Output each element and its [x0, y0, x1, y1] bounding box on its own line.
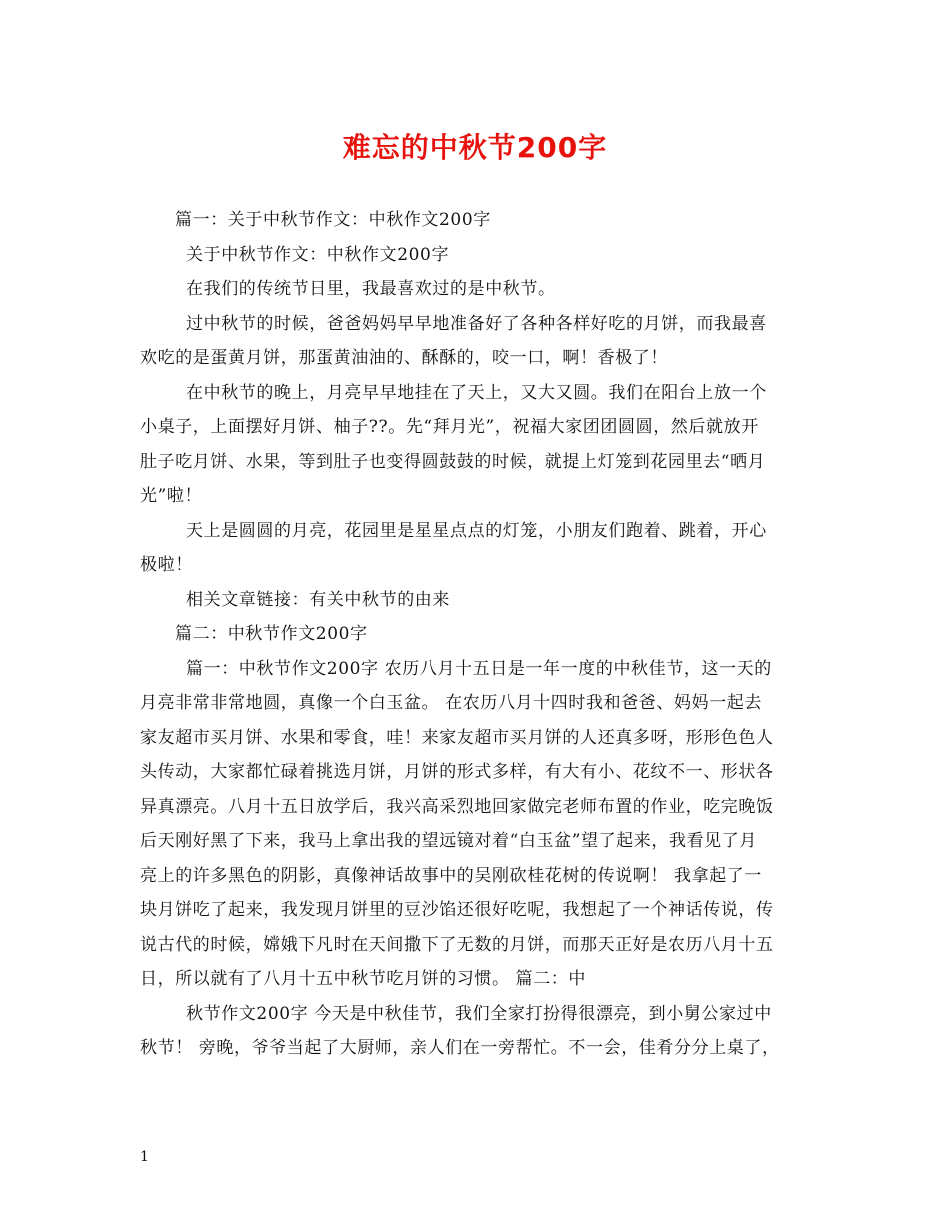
body-line: 篇二：中秋节作文200字	[175, 624, 368, 644]
body-line: 篇一：中秋节作文200字 农历八月十五日是一年一度的中秋佳节，这一天的	[186, 658, 772, 679]
body-line: 在我们的传统节日里，我最喜欢过的是中秋节。	[186, 279, 556, 299]
body-line: 肚子吃月饼、水果，等到肚子也变得圆鼓鼓的时候，就提上灯笼到花园里去“晒月	[140, 451, 766, 472]
body-line: 块月饼吃了起来，我发现月饼里的豆沙馅还很好吃呢，我想起了一个神话传说，传	[140, 900, 774, 920]
body-line: 后天刚好黑了下来，我马上拿出我的望远镜对着“白玉盆”望了起来，我看见了月	[140, 831, 757, 851]
body-line: 亮上的许多黑色的阴影，真像神话故事中的吴刚砍桂花树的传说啊！ 我拿起了一	[140, 865, 763, 886]
body-line: 秋节作文200字 今天是中秋佳节，我们全家打扮得很漂亮，到小舅公家过中	[186, 1003, 772, 1024]
body-line: 欢吃的是蛋黄月饼，那蛋黄油油的、酥酥的，咬一口，啊！香极了！	[140, 348, 668, 368]
body-line: 家友超市买月饼、水果和零食，哇！来家友超市买月饼的人还真多呀，形形色色人	[140, 727, 774, 748]
document-body	[140, 203, 815, 1066]
body-line: 日，所以就有了八月十五中秋节吃月饼的习惯。 篇二：中	[140, 969, 587, 989]
body-line: 在中秋节的晚上，月亮早早地挂在了天上，又大又圆。我们在阳台上放一个	[186, 382, 767, 403]
page-number: 1	[140, 1149, 149, 1165]
body-line: 头传动，大家都忙碌着挑选月饼，月饼的形式多样，有大有小、花纹不一、形状各	[140, 762, 774, 782]
body-line: 天上是圆圆的月亮，花园里是星星点点的灯笼，小朋友们跑着、跳着，开心	[186, 520, 767, 541]
body-line: 小桌子，上面摆好月饼、柚子??。先“拜月光”，祝福大家团团圆圆，然后就放开	[140, 417, 759, 437]
body-line: 相关文章链接：有关中秋节的由来	[186, 589, 450, 610]
body-line: 过中秋节的时候，爸爸妈妈早早地准备好了各种各样好吃的月饼，而我最喜	[186, 313, 767, 334]
body-line: 极啦！	[140, 555, 193, 575]
body-line: 光”啦！	[140, 486, 203, 506]
body-line: 说古代的时候，嫦娥下凡时在天间撒下了无数的月饼，而那天正好是农历八月十五	[140, 934, 774, 955]
body-line: 关于中秋节作文：中秋作文200字	[186, 244, 450, 265]
body-line: 月亮非常非常地圆，真像一个白玉盆。 在农历八月十四时我和爸爸、妈妈一起去	[140, 693, 763, 713]
body-line: 篇一：关于中秋节作文：中秋作文200字	[175, 210, 491, 230]
body-line: 异真漂亮。八月十五日放学后，我兴高采烈地回家做完老师布置的作业，吃完晚饭	[140, 796, 774, 817]
document-title: 难忘的中秋节200字	[342, 131, 608, 164]
body-line: 秋节！ 旁晚，爷爷当起了大厨师，亲人们在一旁帮忙。不一会，佳肴分分上桌了，	[140, 1038, 780, 1058]
